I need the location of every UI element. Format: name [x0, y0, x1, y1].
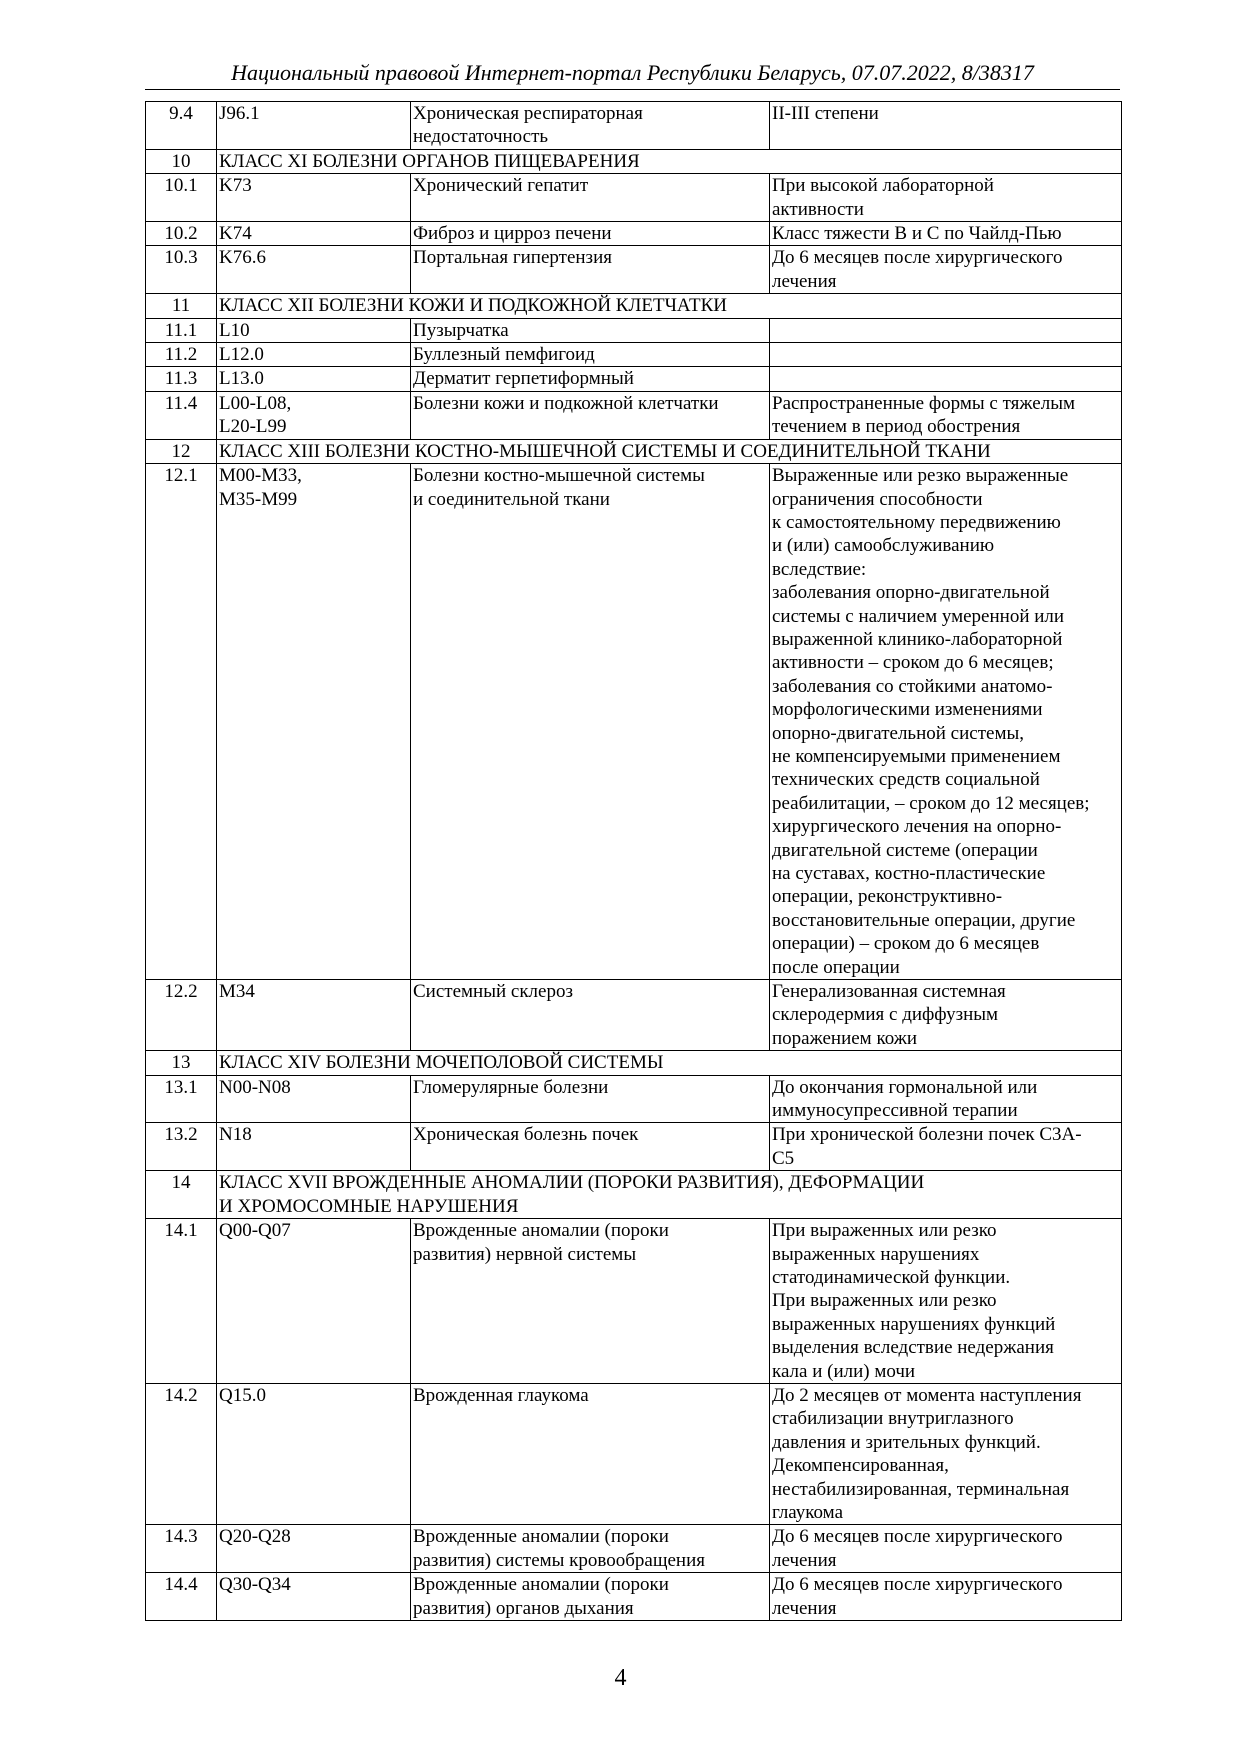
condition-note-cell: II-III степени	[770, 102, 1122, 150]
table-row	[146, 367, 1122, 391]
condition-note-cell	[770, 318, 1122, 342]
disease-name-cell: Пузырчатка	[411, 318, 770, 342]
table-row	[146, 318, 1122, 342]
icd-code-cell: N00-N08	[217, 1075, 411, 1123]
icd-code-cell: M34	[217, 980, 411, 1051]
class-header-row	[146, 1171, 1122, 1219]
disease-name-cell: Гломерулярные болезни	[411, 1075, 770, 1123]
condition-note-cell: Распространенные формы с тяжелым течением в период обострения	[770, 391, 1122, 439]
table-row	[146, 1573, 1122, 1621]
row-number-cell: 14.2	[146, 1383, 217, 1524]
page-number: 4	[614, 1665, 627, 1691]
class-title-cell: КЛАСС XI БОЛЕЗНИ ОРГАНОВ ПИЩЕВАРЕНИЯ	[217, 149, 1122, 173]
condition-note-cell: Генерализованная системная склеродермия с диффузным поражением кожи	[770, 980, 1122, 1051]
disease-name-cell: Портальная гипертензия	[411, 246, 770, 294]
class-title-cell: КЛАСС XVII ВРОЖДЕННЫЕ АНОМАЛИИ (ПОРОКИ РАЗВИТИЯ), ДЕФОРМАЦИИ И ХРОМОСОМНЫЕ НАРУШЕНИЯ	[217, 1171, 1122, 1219]
table-row	[146, 464, 1122, 980]
disease-name-cell: Буллезный пемфигоид	[411, 343, 770, 367]
row-number-cell: 10.1	[146, 174, 217, 222]
icd-code-cell: Q00-Q07	[217, 1219, 411, 1384]
icd-code-cell: L10	[217, 318, 411, 342]
class-title-cell: КЛАСС XIV БОЛЕЗНИ МОЧЕПОЛОВОЙ СИСТЕМЫ	[217, 1051, 1122, 1075]
disease-name-cell: Хронический гепатит	[411, 174, 770, 222]
row-number-cell: 14.4	[146, 1573, 217, 1621]
condition-note-cell: До 6 месяцев после хирургического лечения	[770, 1525, 1122, 1573]
row-number-cell: 12	[146, 439, 217, 463]
class-header-row	[146, 1051, 1122, 1075]
condition-note-cell	[770, 367, 1122, 391]
table-row	[146, 343, 1122, 367]
row-number-cell: 11.1	[146, 318, 217, 342]
table-row	[146, 102, 1122, 150]
row-number-cell: 11.2	[146, 343, 217, 367]
icd-code-cell: Q30-Q34	[217, 1573, 411, 1621]
icd-code-cell: L12.0	[217, 343, 411, 367]
table-row	[146, 246, 1122, 294]
condition-note-cell: При выраженных или резко выраженных нарушениях статодинамической функции. При выраженных или резко выраженных нарушениях функций выделения вследствие недержания кала и (или) мочи	[770, 1219, 1122, 1384]
condition-note-cell: До 6 месяцев после хирургического лечения	[770, 1573, 1122, 1621]
disease-name-cell: Болезни костно-мышечной системы и соединительной ткани	[411, 464, 770, 980]
condition-note-cell: Класс тяжести В и С по Чайлд-Пью	[770, 222, 1122, 246]
row-number-cell: 12.2	[146, 980, 217, 1051]
condition-note-cell	[770, 343, 1122, 367]
condition-note-cell: При высокой лабораторной активности	[770, 174, 1122, 222]
row-number-cell: 10.2	[146, 222, 217, 246]
table-row	[146, 1123, 1122, 1171]
row-number-cell: 10.3	[146, 246, 217, 294]
disease-name-cell: Врожденные аномалии (пороки развития) органов дыхания	[411, 1573, 770, 1621]
icd-code-cell: K76.6	[217, 246, 411, 294]
disease-name-cell: Врожденные аномалии (пороки развития) системы кровообращения	[411, 1525, 770, 1573]
disease-name-cell: Дерматит герпетиформный	[411, 367, 770, 391]
disease-name-cell: Врожденные аномалии (пороки развития) нервной системы	[411, 1219, 770, 1384]
table-row	[146, 174, 1122, 222]
icd-code-cell: N18	[217, 1123, 411, 1171]
condition-note-cell: До окончания гормональной или иммуносупрессивной терапии	[770, 1075, 1122, 1123]
row-number-cell: 14.1	[146, 1219, 217, 1384]
class-title-cell: КЛАСС XII БОЛЕЗНИ КОЖИ И ПОДКОЖНОЙ КЛЕТЧАТКИ	[217, 294, 1122, 318]
row-number-cell: 9.4	[146, 102, 217, 150]
condition-note-cell: Выраженные или резко выраженные ограничения способности к самостоятельному передвижению и (или) самообслуживанию вследствие: заболевания опорно-двигательной системы с наличием умеренной или выраженной клинико-лабораторной активности – сроком до 6 месяцев; заболевания со стойкими анатомо- морфологическими изменениями опорно-двигательной системы, не компенсируемыми применением технических средств социальной реабилитации, – сроком до 12 месяцев; хирургического лечения на опорно- двигательной системе (операции на суставах, костно-пластические операции, реконструктивно- восстановительные операции, другие операции) – сроком до 6 месяцев после операции	[770, 464, 1122, 980]
table-row	[146, 980, 1122, 1051]
icd-code-cell: Q15.0	[217, 1383, 411, 1524]
row-number-cell: 11.4	[146, 391, 217, 439]
class-header-row	[146, 294, 1122, 318]
disease-name-cell: Фиброз и цирроз печени	[411, 222, 770, 246]
row-number-cell: 12.1	[146, 464, 217, 980]
table-row	[146, 1525, 1122, 1573]
table-row	[146, 1383, 1122, 1524]
icd-code-cell: J96.1	[217, 102, 411, 150]
row-number-cell: 11	[146, 294, 217, 318]
class-title-cell: КЛАСС XIII БОЛЕЗНИ КОСТНО-МЫШЕЧНОЙ СИСТЕМЫ И СОЕДИНИТЕЛЬНОЙ ТКАНИ	[217, 439, 1122, 463]
disease-name-cell: Врожденная глаукома	[411, 1383, 770, 1524]
row-number-cell: 14	[146, 1171, 217, 1219]
icd-code-cell: M00-M33, M35-M99	[217, 464, 411, 980]
table-row	[146, 1075, 1122, 1123]
class-header-row	[146, 149, 1122, 173]
icd-code-cell: K74	[217, 222, 411, 246]
icd-code-cell: Q20-Q28	[217, 1525, 411, 1573]
condition-note-cell: До 2 месяцев от момента наступления стабилизации внутриглазного давления и зрительных функций. Декомпенсированная, нестабилизированная, терминальная глаукома	[770, 1383, 1122, 1524]
disease-name-cell: Болезни кожи и подкожной клетчатки	[411, 391, 770, 439]
icd-code-cell: L00-L08, L20-L99	[217, 391, 411, 439]
table-row	[146, 1219, 1122, 1384]
row-number-cell: 13	[146, 1051, 217, 1075]
disease-table	[145, 101, 1122, 1621]
disease-name-cell: Системный склероз	[411, 980, 770, 1051]
row-number-cell: 13.2	[146, 1123, 217, 1171]
disease-name-cell: Хроническая болезнь почек	[411, 1123, 770, 1171]
icd-code-cell: K73	[217, 174, 411, 222]
icd-code-cell: L13.0	[217, 367, 411, 391]
table-row	[146, 222, 1122, 246]
condition-note-cell: До 6 месяцев после хирургического лечения	[770, 246, 1122, 294]
row-number-cell: 11.3	[146, 367, 217, 391]
header-divider	[145, 89, 1120, 90]
condition-note-cell: При хронической болезни почек С3А- С5	[770, 1123, 1122, 1171]
row-number-cell: 10	[146, 149, 217, 173]
disease-name-cell: Хроническая респираторная недостаточность	[411, 102, 770, 150]
document-header: Национальный правовой Интернет-портал Республики Беларусь, 07.07.2022, 8/38317	[231, 60, 1034, 85]
row-number-cell: 13.1	[146, 1075, 217, 1123]
row-number-cell: 14.3	[146, 1525, 217, 1573]
table-row	[146, 391, 1122, 439]
class-header-row	[146, 439, 1122, 463]
